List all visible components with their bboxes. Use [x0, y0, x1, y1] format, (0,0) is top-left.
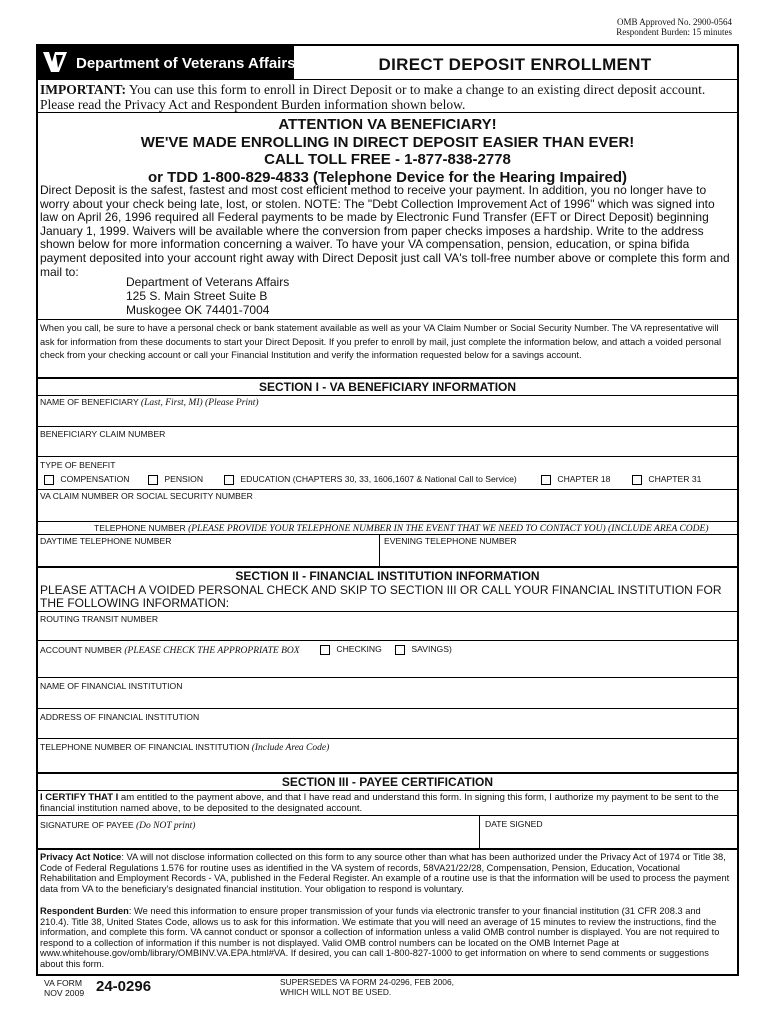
section2-title: SECTION II - FINANCIAL INSTITUTION INFORMATION — [235, 569, 540, 583]
form-date: NOV 2009 — [44, 988, 85, 998]
chapter18-checkbox[interactable] — [541, 475, 551, 485]
divider — [379, 534, 380, 566]
pension-checkbox[interactable] — [148, 475, 158, 485]
savings-label: SAVINGS) — [411, 644, 452, 654]
divider — [36, 640, 739, 641]
benefit-chapter31[interactable] — [632, 474, 701, 485]
attention-block — [36, 116, 739, 186]
form-number: 24-0296 — [96, 978, 152, 995]
telephone-heading — [94, 523, 708, 534]
compensation-label: COMPENSATION — [60, 474, 130, 484]
beneficiary-name-label: NAME OF BENEFICIARY — [40, 397, 141, 407]
omb-burden: Respondent Burden: 15 minutes — [616, 27, 732, 37]
fi-phone-label: TELEPHONE NUMBER OF FINANCIAL INSTITUTION — [40, 742, 252, 752]
address-line3: Muskogee OK 74401-7004 — [126, 303, 270, 317]
attention-line3: CALL TOLL FREE - 1-877-838-2778 — [264, 151, 511, 168]
divider — [36, 708, 739, 709]
account-number-hint: (PLEASE CHECK THE APPROPRIATE BOX — [124, 646, 300, 656]
agency-name: Department of Veterans Affairs — [76, 55, 296, 72]
divider — [36, 377, 739, 379]
divider — [36, 790, 739, 791]
benefit-education[interactable] — [224, 474, 517, 485]
certification-bold: I CERTIFY THAT I — [40, 792, 119, 803]
divider — [36, 112, 739, 113]
privacy-text: : VA will not disclose information collected on this form to any source other than what has been authorized under the Privacy Act of 1974 or Title 38, Code of Federal Regulations 1.576 for routine uses as identified in the VA system of records, 58VA21/22/28, Compensation, Pension, Education, Vocational Rehabilitation and Employment Records - VA, published in the Federal Register. An example of a routine use is that the information will be used to process the payment data from VA to the beneficiary's designated financial institution. Your obligation to respond is voluntary. — [40, 852, 730, 894]
fi-phone-field[interactable] — [40, 742, 329, 753]
fi-phone-hint: (Include Area Code) — [251, 743, 330, 753]
signature-label: SIGNATURE OF PAYEE — [40, 820, 136, 830]
important-label: IMPORTANT: — [40, 82, 127, 97]
address-line1: Department of Veterans Affairs — [126, 275, 290, 289]
account-checking[interactable] — [320, 644, 382, 655]
divider — [36, 848, 739, 850]
divider — [36, 534, 739, 535]
privacy-act-notice — [40, 852, 730, 894]
page-title: DIRECT DEPOSIT ENROLLMENT — [378, 55, 652, 74]
beneficiary-name-field[interactable] — [40, 397, 259, 408]
account-savings[interactable] — [395, 644, 452, 655]
omb-approval: OMB Approved No. 2900-0564 — [617, 17, 732, 27]
intro-paragraph: Direct Deposit is the safest, fastest and most cost efficient method to receive your payment. In addition, you no longer have to worry about your check being late, lost, or stolen. NOTE: The "Debt Collection Improvement Act of 1996" which was signed into law on April 26, 1996 required all Federal payments to be made by Electronic Fund Transfer (EFT or Direct Deposit) beginning January 1, 1999. Waivers will be available where the conversion from paper checks imposes a hardship. Write to the address shown below for more information concerning a waiver. To have your VA compensation, pension, education, or spina bifida payment deposited into your account right away with Direct Deposit just call VA's toll-free number above or complete this form and mail to: — [40, 183, 730, 279]
section2-instruction: PLEASE ATTACH A VOIDED PERSONAL CHECK AND SKIP TO SECTION III OR CALL YOUR FINANCIAL INSTITUTION FOR THE FOLLOWING INFORMATION: — [40, 583, 722, 610]
chapter18-label: CHAPTER 18 — [557, 474, 611, 484]
evening-phone-field[interactable]: EVENING TELEPHONE NUMBER — [384, 536, 517, 546]
supersedes-line1: SUPERSEDES VA FORM 24-0296, FEB 2006, — [280, 977, 454, 987]
va-logo-icon — [42, 50, 68, 74]
va-banner — [38, 46, 294, 79]
signature-field[interactable] — [40, 820, 195, 831]
beneficiary-name-hint: (Last, First, MI) (Please Print) — [140, 398, 259, 408]
attention-line1: ATTENTION VA BENEFICIARY! — [278, 116, 497, 133]
telephone-label: TELEPHONE NUMBER — [94, 523, 189, 533]
divider — [36, 738, 739, 739]
certification-text — [40, 792, 730, 814]
divider — [36, 677, 739, 678]
important-notice — [40, 82, 730, 112]
divider — [36, 772, 739, 774]
checking-checkbox[interactable] — [320, 645, 330, 655]
education-label: EDUCATION (CHAPTERS 30, 33, 1606,1607 & National Call to Service) — [240, 474, 517, 484]
ssn-field[interactable]: VA CLAIM NUMBER OR SOCIAL SECURITY NUMBER — [40, 491, 253, 501]
address-line2: 125 S. Main Street Suite B — [126, 289, 268, 303]
certification-body: am entitled to the payment above, and that I have read and understand this form. In signing this form, I authorize my payment to be sent to the financial institution named above, to be deposited to the designated account. — [40, 792, 719, 814]
section1-title: SECTION I - VA BENEFICIARY INFORMATION — [258, 380, 517, 394]
divider — [36, 489, 739, 490]
supersedes-note — [280, 978, 454, 997]
important-text: You can use this form to enroll in Direct Deposit or to make a change to an existing direct deposit account. Please read the Privacy Act and Respondent Burden information shown below. — [40, 82, 706, 112]
routing-number-field[interactable]: ROUTING TRANSIT NUMBER — [40, 614, 159, 624]
divider — [36, 395, 739, 396]
divider — [36, 319, 739, 320]
benefit-type-label: TYPE OF BENEFIT — [40, 460, 116, 470]
divider — [36, 426, 739, 427]
attention-line4: or TDD 1-800-829-4833 (Telephone Device for the Hearing Impaired) — [147, 168, 628, 186]
telephone-hint: (PLEASE PROVIDE YOUR TELEPHONE NUMBER IN THE EVENT THAT WE NEED TO CONTACT YOU) (INCLUDE AREA CODE) — [188, 524, 709, 534]
chapter31-label: CHAPTER 31 — [648, 474, 702, 484]
compensation-checkbox[interactable] — [44, 475, 54, 485]
divider — [36, 815, 739, 816]
pension-label: PENSION — [164, 474, 204, 484]
fi-address-field[interactable]: ADDRESS OF FINANCIAL INSTITUTION — [40, 712, 200, 722]
chapter31-checkbox[interactable] — [632, 475, 642, 485]
education-checkbox[interactable] — [224, 475, 234, 485]
signature-hint: (Do NOT print) — [135, 821, 196, 831]
form-label: VA FORM — [44, 978, 83, 988]
form-id — [44, 978, 84, 998]
divider — [36, 456, 739, 457]
account-number-label: ACCOUNT NUMBER — [40, 645, 125, 655]
benefit-pension[interactable] — [148, 474, 203, 485]
date-signed-field[interactable]: DATE SIGNED — [485, 819, 543, 829]
daytime-phone-field[interactable]: DAYTIME TELEPHONE NUMBER — [40, 536, 172, 546]
claim-number-field[interactable]: BENEFICIARY CLAIM NUMBER — [40, 429, 166, 439]
section3-title: SECTION III - PAYEE CERTIFICATION — [281, 775, 494, 789]
divider — [36, 611, 739, 612]
benefit-chapter18[interactable] — [541, 474, 610, 485]
checking-label: CHECKING — [336, 644, 382, 654]
respondent-burden — [40, 906, 730, 970]
burden-text: : We need this information to ensure proper transmission of your funds via electronic transfer to your financial institution (31 CFR 208.3 and 210.4). Title 38, United States Code, allows us to ask for this information. We estimate that you will need an average of 15 minutes to review the instructions, find the information, and complete this form. VA cannot conduct or sponsor a collection of information unless a valid OMB control number is displayed. You are not required to respond to a collection of information if this number is not displayed. Valid OMB control numbers can be located on the OMB Internet Page at www.whitehouse.gov/omb/library/OMBINV.VA.EPA.html#VA. If desired, you can call 1-800-827-1000 to get information on where to send comments or suggestions about this form. — [40, 906, 720, 969]
fi-name-field[interactable]: NAME OF FINANCIAL INSTITUTION — [40, 681, 183, 691]
supersedes-line2: WHICH WILL NOT BE USED. — [280, 986, 392, 997]
savings-checkbox[interactable] — [395, 645, 405, 655]
divider — [479, 815, 480, 848]
burden-label: Respondent Burden — [40, 906, 129, 916]
account-number-field[interactable] — [40, 645, 300, 656]
divider — [36, 79, 739, 80]
divider — [36, 521, 739, 522]
attention-line2: WE'VE MADE ENROLLING IN DIRECT DEPOSIT EASIER THAN EVER! — [140, 133, 635, 151]
mailing-address — [126, 275, 289, 317]
call-note: When you call, be sure to have a personal check or bank statement available as well as your VA Claim Number or Social Security Number. The VA representative will ask for information from these documents to start your Direct Deposit. If you prefer to enroll by mail, just complete the information below, and attach a voided personal check from your checking account or call your Financial Institution and verify the information requested below for a savings account. — [40, 323, 722, 361]
benefit-compensation[interactable] — [44, 474, 129, 485]
privacy-label: Privacy Act Notice — [40, 852, 122, 862]
omb-info — [616, 17, 732, 37]
divider — [36, 566, 739, 568]
